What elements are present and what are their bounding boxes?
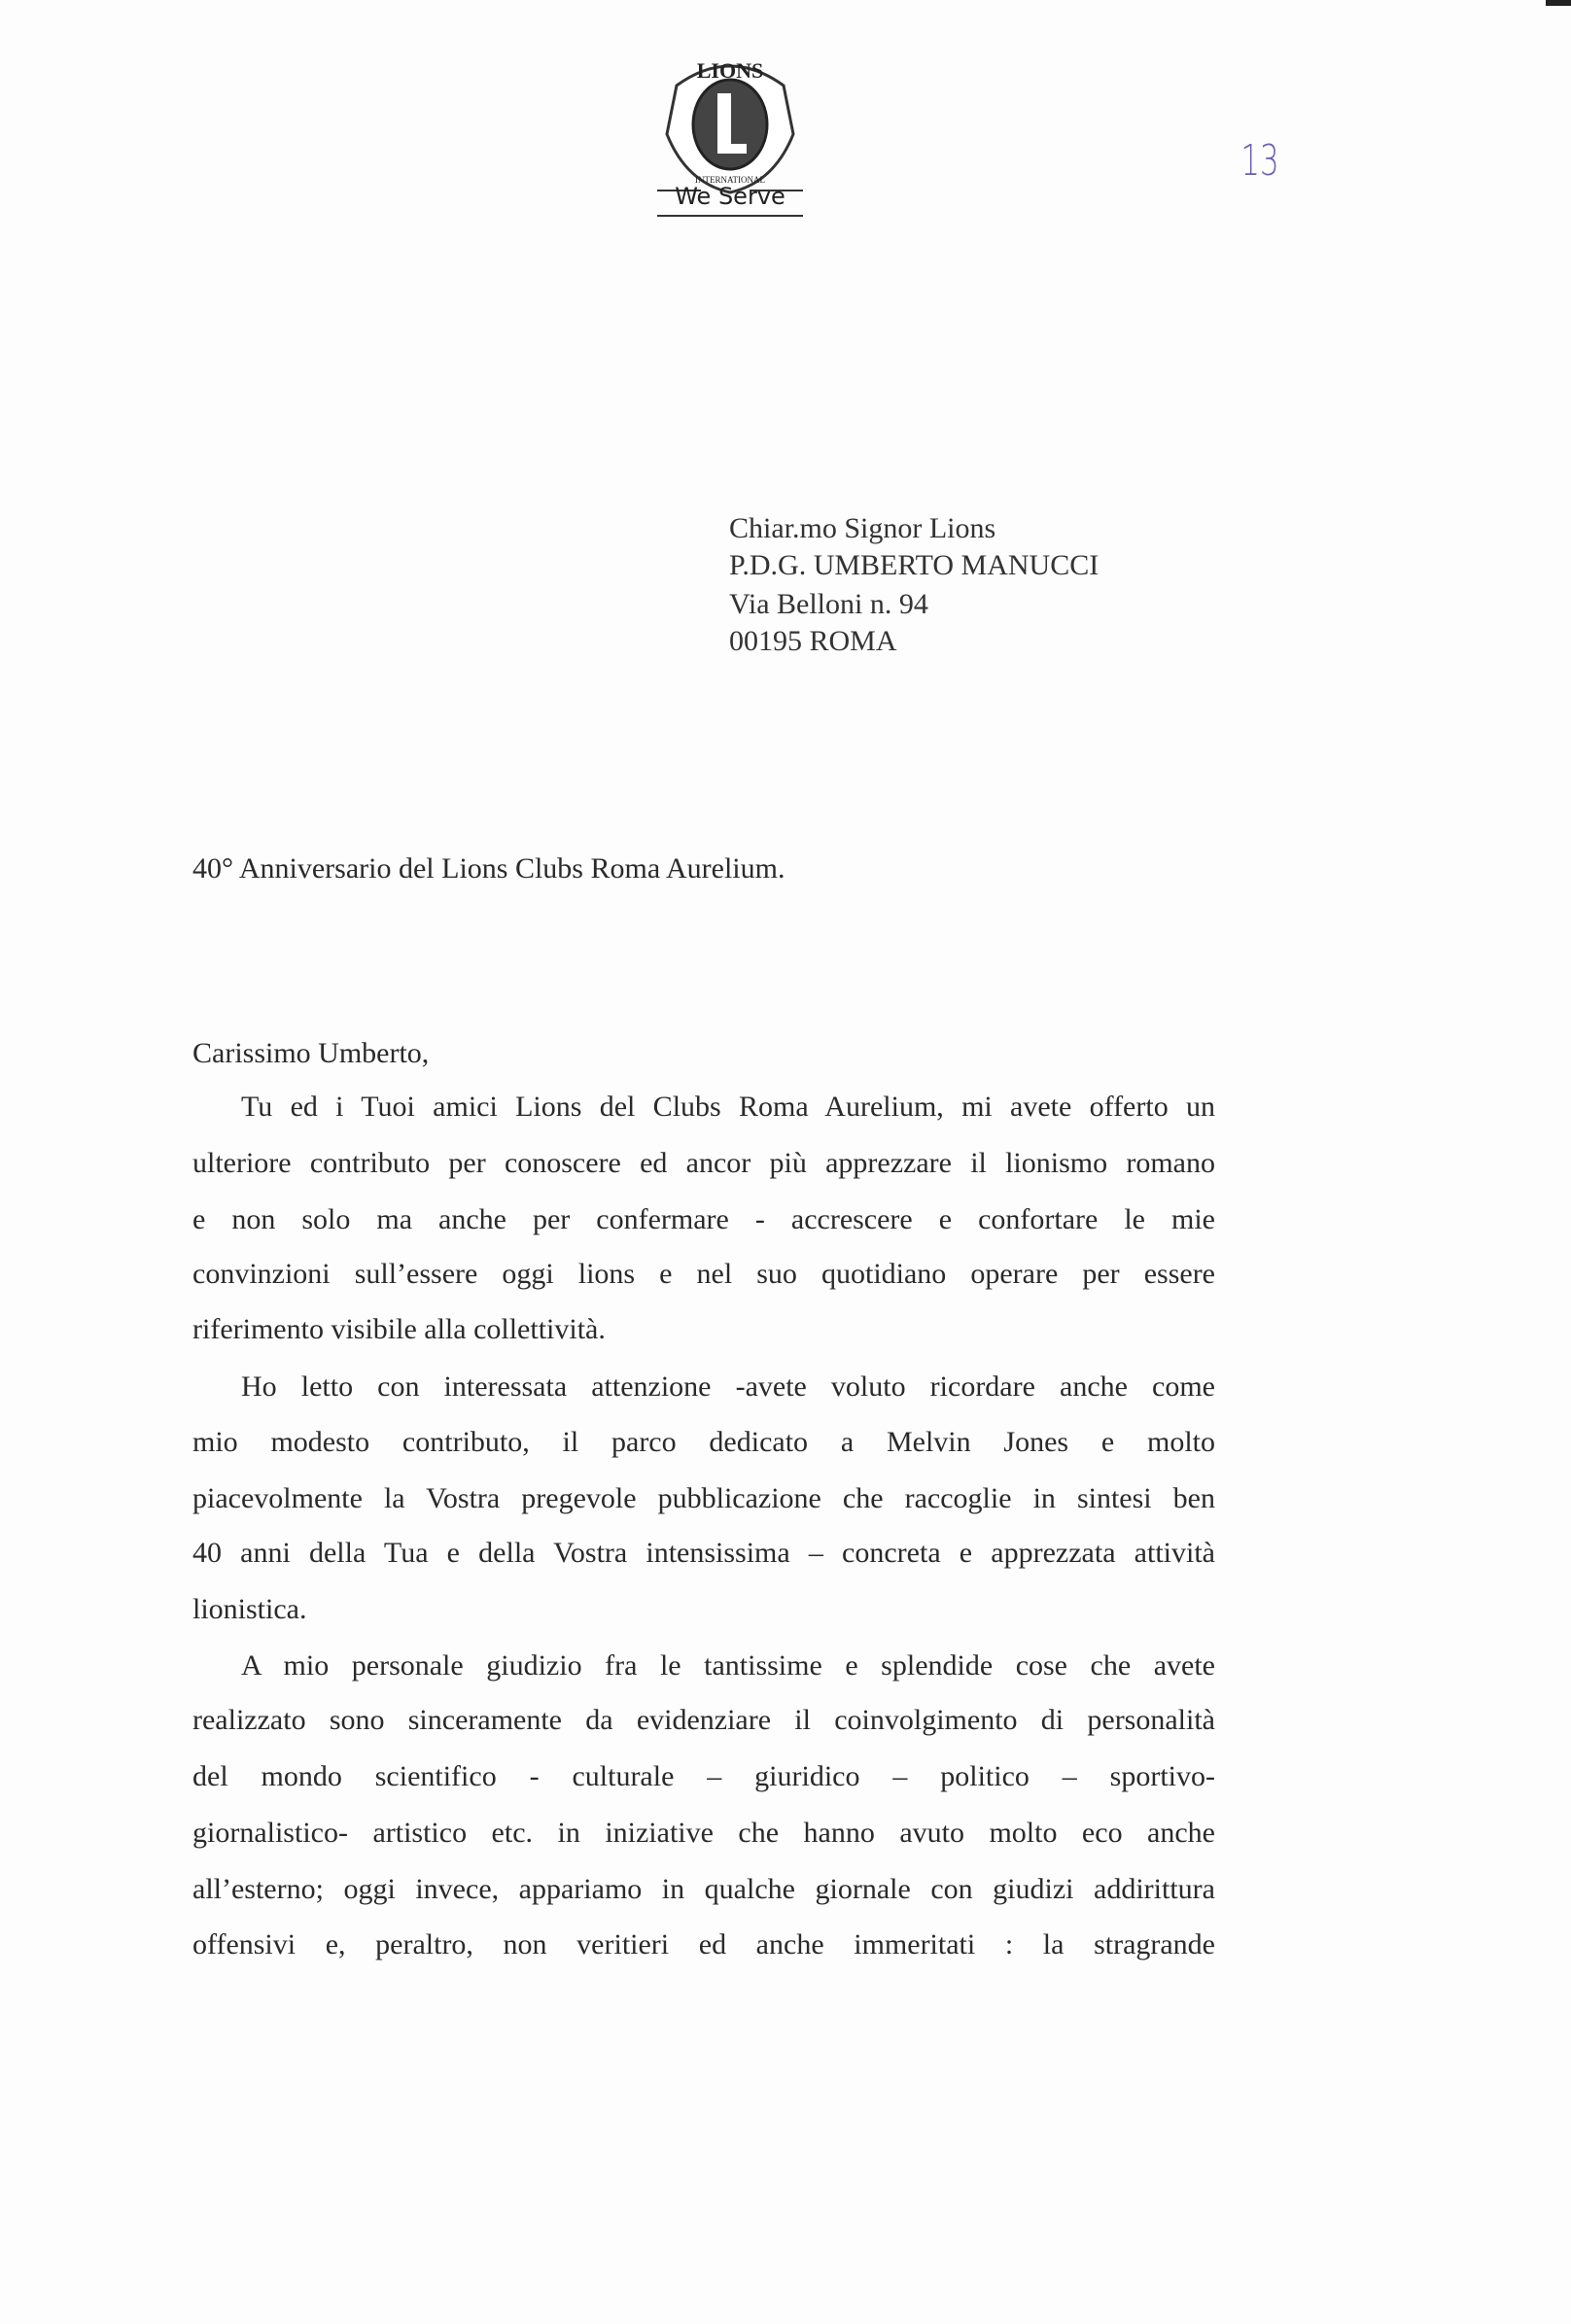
body-line: riferimento visibile alla collettività. xyxy=(192,1313,606,1345)
body-line: offensivi e, peraltro, non veritieri ed anche immeritati : la stragrande xyxy=(192,1928,1215,1960)
body-line: e non solo ma anche per confermare - accrescere e confortare le mie xyxy=(192,1203,1215,1235)
address-line: Chiar.mo Signor Lions xyxy=(729,512,996,544)
address-line: Via Belloni n. 94 xyxy=(729,588,928,620)
salutation: Carissimo Umberto, xyxy=(192,1037,430,1069)
address-line: 00195 ROMA xyxy=(729,625,897,657)
body-line: 40 anni della Tua e della Vostra intensissima – concreta e apprezzata attività xyxy=(192,1537,1215,1569)
body-line: convinzioni sull’essere oggi lions e nel suo quotidiano operare per essere xyxy=(192,1258,1215,1290)
lions-logo xyxy=(657,47,803,217)
body-line: all’esterno; oggi invece, appariamo in qualche giornale con giudizi addirittura xyxy=(192,1873,1215,1905)
address-line: P.D.G. UMBERTO MANUCCI xyxy=(729,549,1100,581)
body-line: del mondo scientifico - culturale – giuridico – politico – sportivo- xyxy=(192,1760,1215,1792)
handwritten-page-number: 13 xyxy=(1240,136,1279,186)
body-line: lionistica. xyxy=(192,1593,307,1625)
body-line: ulteriore contributo per conoscere ed ancor più apprezzare il lionismo romano xyxy=(192,1147,1215,1179)
svg-text:INTERNATIONAL: INTERNATIONAL xyxy=(695,175,765,185)
body-line: mio modesto contributo, il parco dedicato a Melvin Jones e molto xyxy=(192,1426,1215,1458)
svg-text:LIONS: LIONS xyxy=(696,58,764,83)
body-line: giornalistico- artistico etc. in iniziative che hanno avuto molto eco anche xyxy=(192,1817,1215,1849)
body-line: A mio personale giudizio fra le tantissime e splendide cose che avete xyxy=(241,1649,1215,1682)
subject-line: 40° Anniversario del Lions Clubs Roma Aurelium. xyxy=(192,852,786,885)
body-line: Tu ed i Tuoi amici Lions del Clubs Roma Aurelium, mi avete offerto un xyxy=(241,1091,1215,1123)
body-line: realizzato sono sinceramente da evidenziare il coinvolgimento di personalità xyxy=(192,1704,1215,1736)
body-line: piacevolmente la Vostra pregevole pubblicazione che raccoglie in sintesi ben xyxy=(192,1482,1215,1514)
scan-edge-mark xyxy=(1546,0,1571,6)
motto: We Serve xyxy=(675,183,786,210)
body-line: Ho letto con interessata attenzione -avete voluto ricordare anche come xyxy=(241,1370,1215,1403)
